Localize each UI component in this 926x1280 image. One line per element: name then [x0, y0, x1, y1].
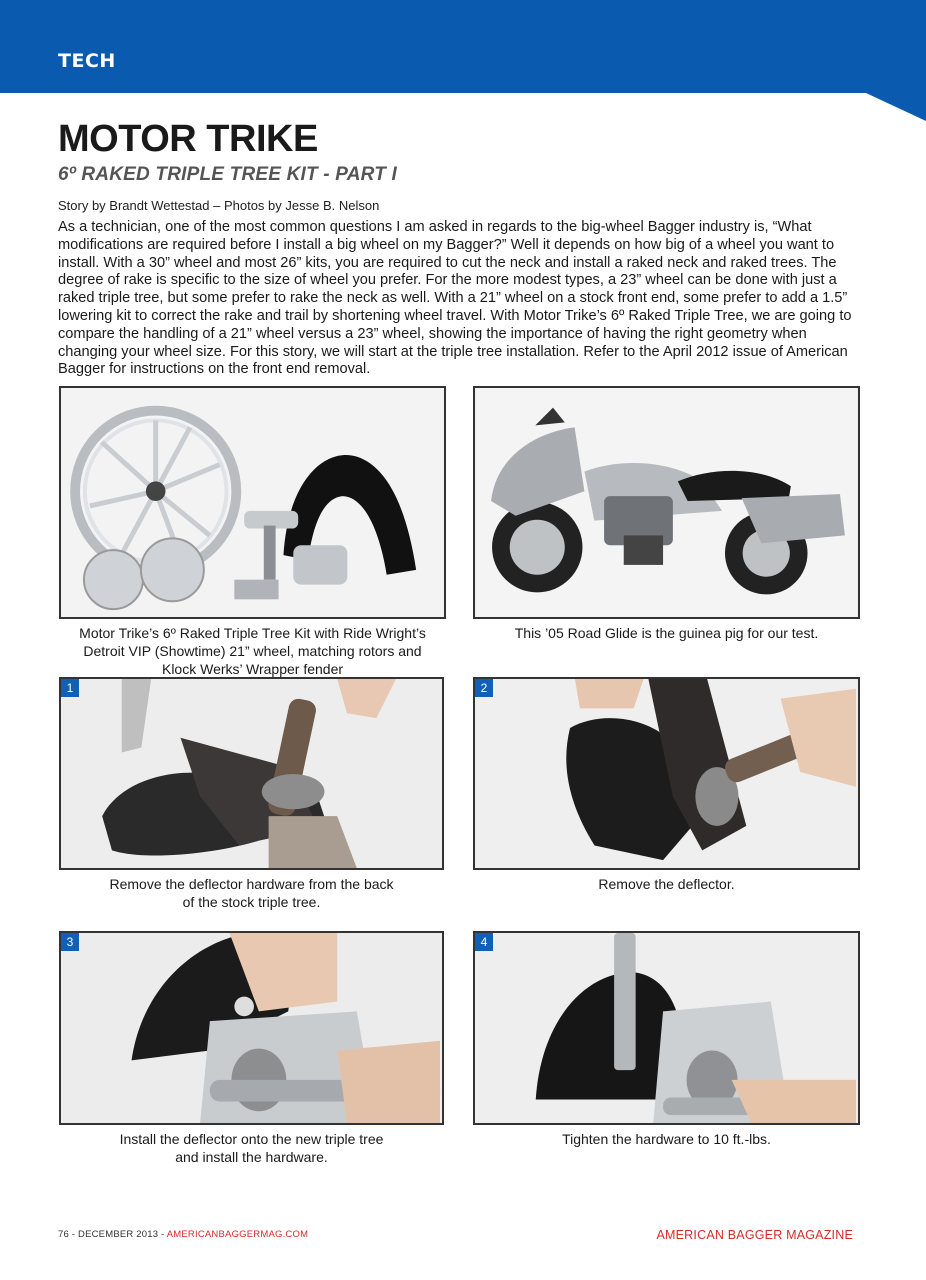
photo-step-3-caption [59, 1130, 444, 1166]
caption-line: This ’05 Road Glide is the guinea pig for our test. [514, 625, 819, 641]
header-banner [0, 0, 926, 93]
article-title: MOTOR TRIKE [58, 118, 318, 160]
step-number-badge: 3 [61, 933, 79, 951]
step-1-image [61, 679, 442, 868]
photo-step-1-caption [59, 875, 444, 911]
photo-road-glide-caption [473, 624, 860, 642]
kit-parts-image [61, 388, 444, 617]
photo-kit-parts-caption [59, 624, 446, 678]
caption-line: of the stock triple tree. [182, 894, 321, 910]
photo-step-3 [59, 931, 444, 1125]
article-intro: As a technician, one of the most common questions I am asked in regards to the big-wheel Bagger industry is, “What modifications are required before I install a big wheel on my Bagger?” Well it depends on how big of a wheel you want to install. With a 30” wheel and most 26” kits, you are required to cut the neck and install a raked neck and raked trees. The degree of rake is specific to the size of wheel you prefer. For the more modest types, a 23” wheel can be done with just a raked triple tree, but some prefer to rake the neck as well. With a 21” wheel on a stock front end, some prefer to add a 1.5” lowering kit to correct the rake and trail by shortening wheel travel. With Motor Trike’s 6º Raked Triple Tree, we are going to compare the handling of a 21” wheel versus a 23” wheel, showing the importance of having the right geometry when changing your wheel size. For this story, we will start at the triple tree installation. Refer to the April 2012 issue of American Bagger for instructions on the front end removal. [58, 219, 852, 378]
caption-line: Remove the deflector. [598, 876, 735, 892]
caption-line: Detroit VIP (Showtime) 21” wheel, matching rotors and [83, 643, 422, 659]
step-3-image [61, 933, 442, 1123]
step-number-badge: 1 [61, 679, 79, 697]
section-label: TECH [58, 50, 116, 72]
footer-page-info [58, 1229, 308, 1240]
caption-line: and install the hardware. [175, 1149, 328, 1165]
step-number-badge: 4 [475, 933, 493, 951]
photo-step-1 [59, 677, 444, 870]
footer-magazine-name: AMERICAN BAGGER MAGAZINE [656, 1228, 853, 1242]
byline: Story by Brandt Wettestad – Photos by Jesse B. Nelson [58, 198, 380, 213]
photo-step-2-caption [473, 875, 860, 893]
photo-road-glide [473, 386, 860, 619]
footer-page: 76 - DECEMBER 2013 - [58, 1229, 167, 1240]
motorcycle-image [475, 388, 858, 617]
step-number-badge: 2 [475, 679, 493, 697]
caption-line: Remove the deflector hardware from the back [109, 876, 394, 892]
caption-line: Motor Trike’s 6º Raked Triple Tree Kit with Ride Wright’s [79, 625, 426, 641]
step-4-image [475, 933, 858, 1123]
photo-step-4-caption [473, 1130, 860, 1148]
banner-corner-tab [866, 93, 926, 121]
caption-line: Tighten the hardware to 10 ft.-lbs. [562, 1131, 771, 1147]
photo-kit-parts [59, 386, 446, 619]
step-2-image [475, 679, 858, 868]
footer-site-link[interactable]: AMERICANBAGGERMAG.COM [166, 1229, 309, 1240]
photo-step-4 [473, 931, 860, 1125]
photo-step-2 [473, 677, 860, 870]
caption-line: Klock Werks’ Wrapper fender [161, 661, 344, 677]
article-subtitle: 6º RAKED TRIPLE TREE KIT - PART I [58, 164, 398, 185]
caption-line: Install the deflector onto the new triple tree [119, 1131, 384, 1147]
